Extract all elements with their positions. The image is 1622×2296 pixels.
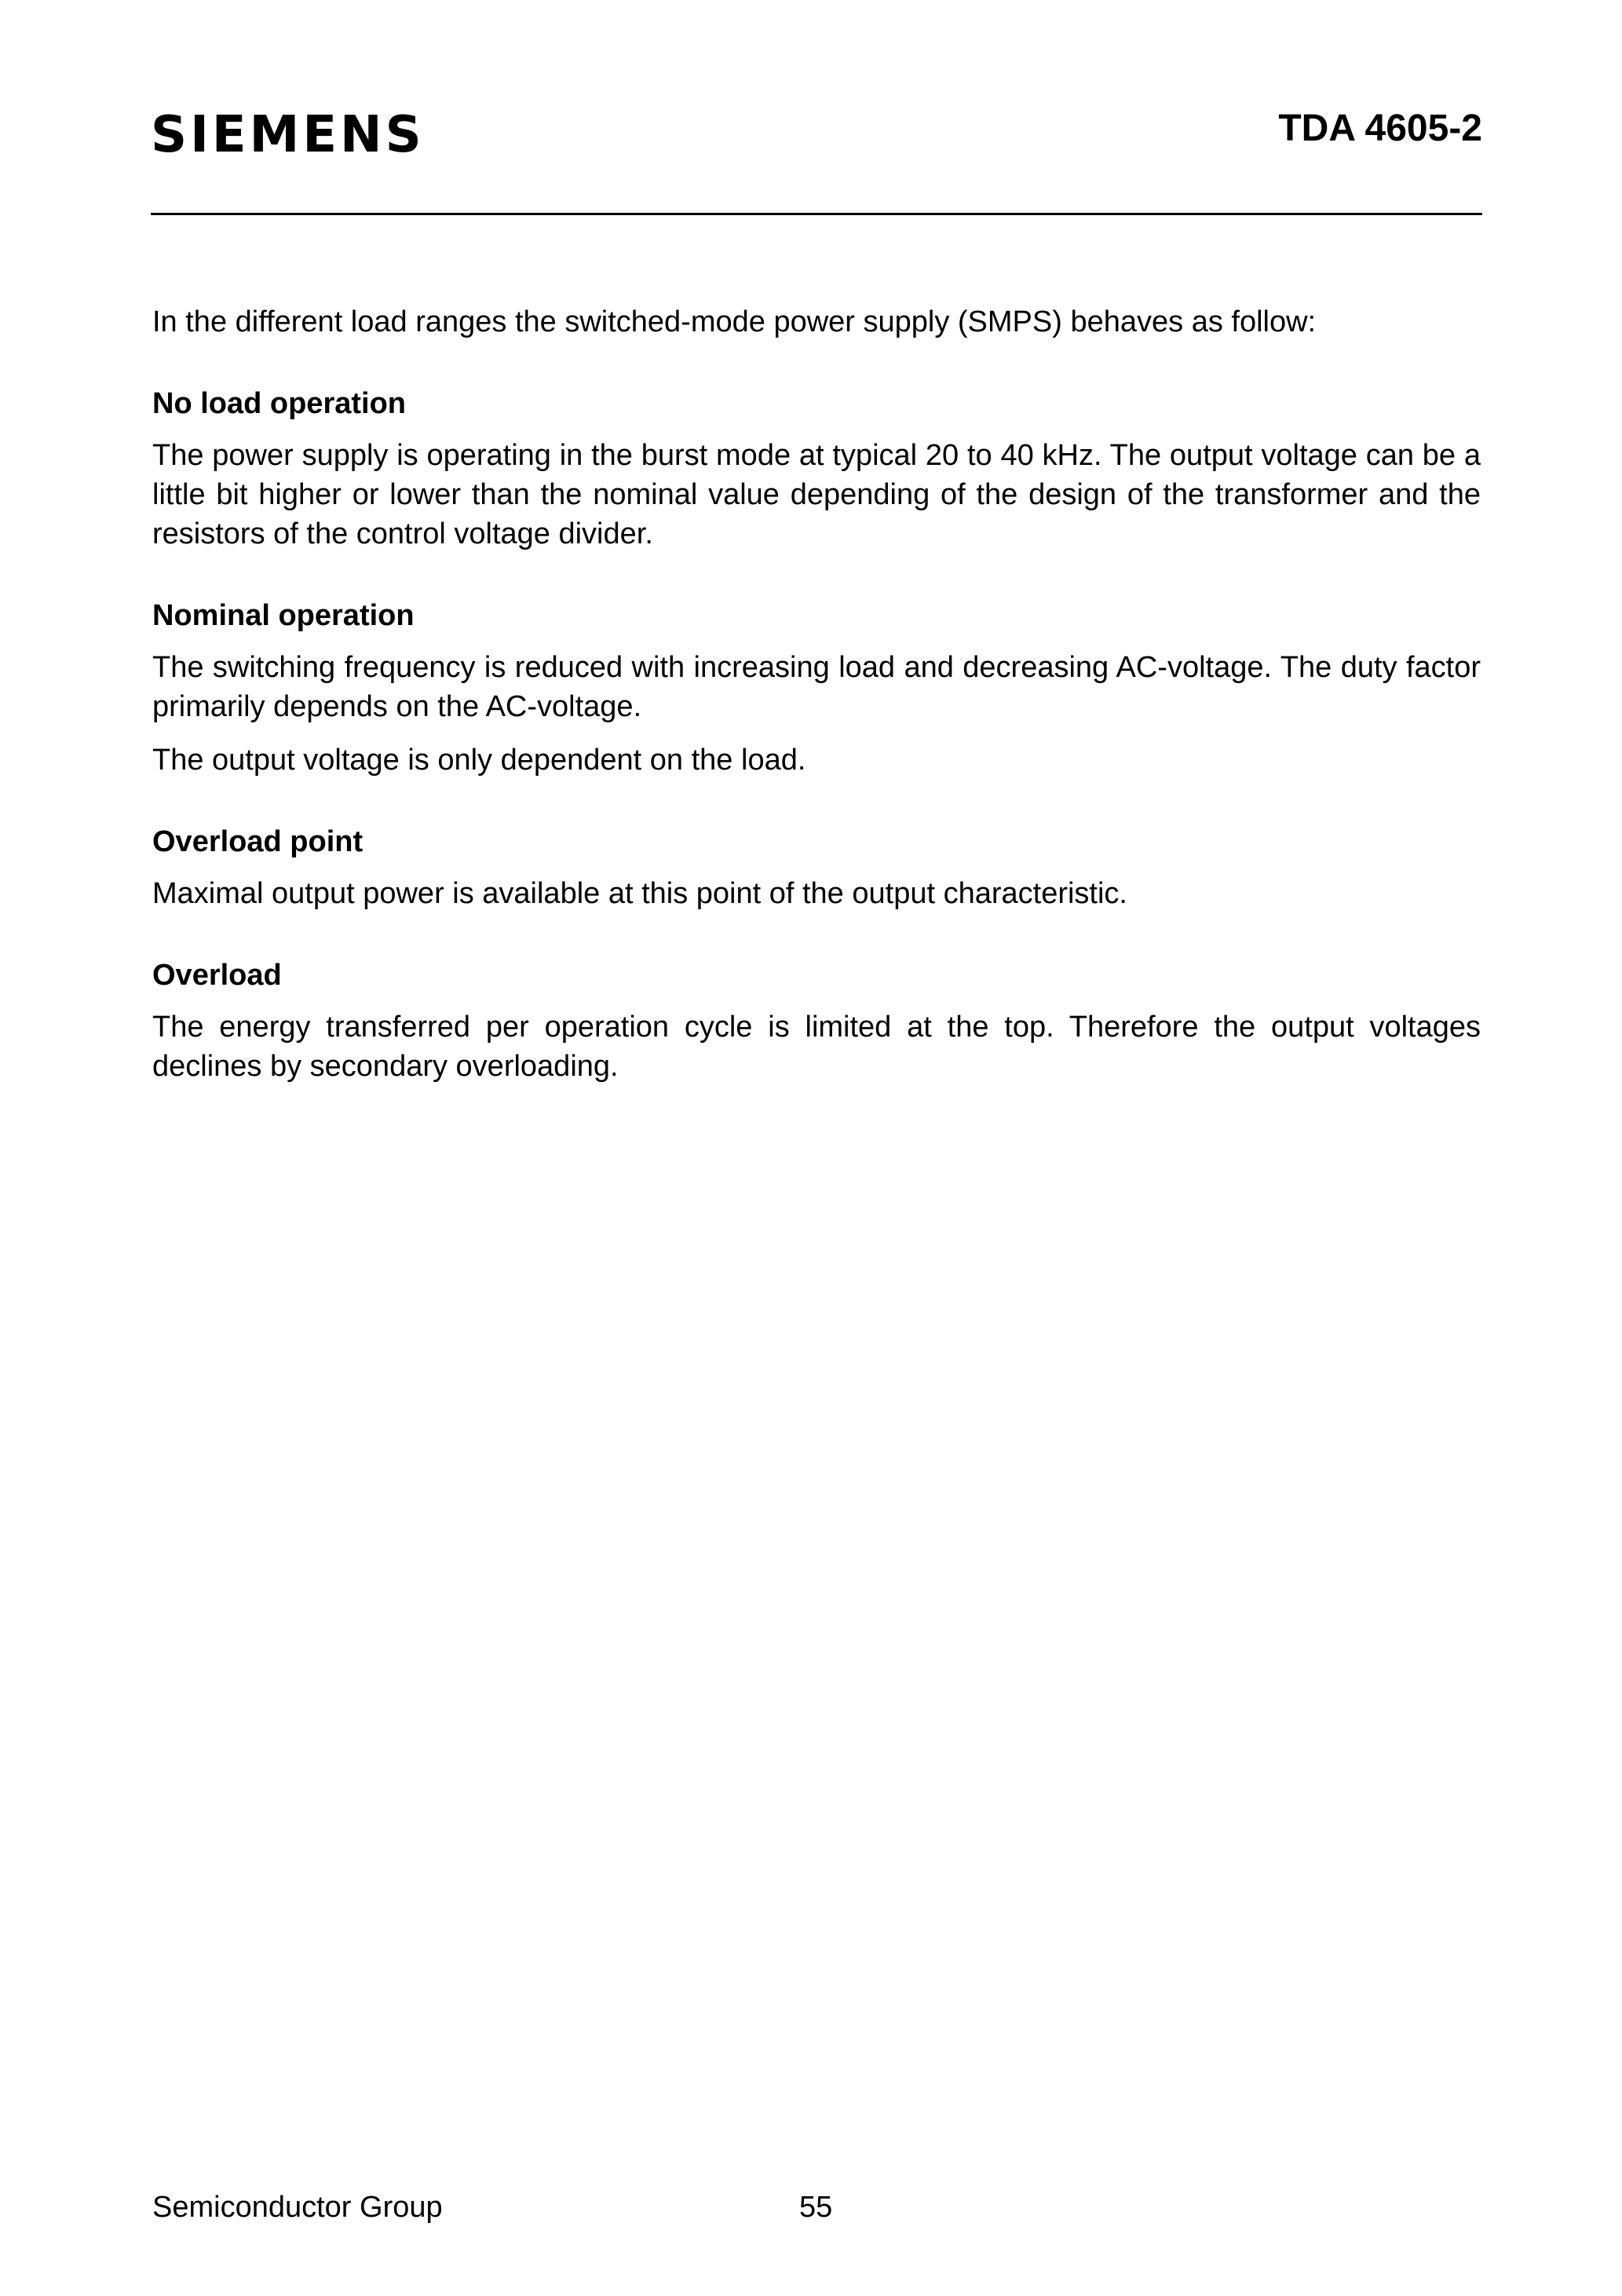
section-paragraph: The energy transferred per operation cycle is limited at the top. Therefore the output voltages declines by secondary overloading. (152, 1011, 1481, 1083)
page-content (152, 302, 1481, 1128)
section-heading: No load operation (152, 387, 406, 420)
section-paragraph: Maximal output power is available at this point of the output characteristic. (152, 877, 1127, 910)
section-overload (152, 956, 1481, 1086)
section-no-load-operation (152, 384, 1481, 554)
footer-publisher: Semiconductor Group (152, 2191, 443, 2224)
header-divider (151, 213, 1482, 215)
section-heading: Nominal operation (152, 599, 415, 632)
section-nominal-operation (152, 596, 1481, 780)
siemens-logo: SIEMENS (151, 106, 425, 164)
page-number: 55 (799, 2191, 833, 2224)
section-paragraph: The power supply is operating in the burst mode at typical 20 to 40 kHz. The output voltage can be a little bit higher or lower than the nominal value depending of the design of the transformer and the resistors of the control voltage divider. (152, 439, 1481, 550)
section-overload-point (152, 822, 1481, 913)
intro-paragraph: In the different load ranges the switched-mode power supply (SMPS) behaves as follow: (152, 305, 1317, 338)
document-id: TDA 4605-2 (1278, 108, 1482, 149)
section-heading: Overload (152, 959, 282, 992)
section-paragraph: The output voltage is only dependent on the load. (152, 744, 806, 777)
section-paragraph: The switching frequency is reduced with increasing load and decreasing AC-voltage. The duty factor primarily depends on the AC-voltage. (152, 651, 1481, 723)
section-heading: Overload point (152, 825, 363, 858)
